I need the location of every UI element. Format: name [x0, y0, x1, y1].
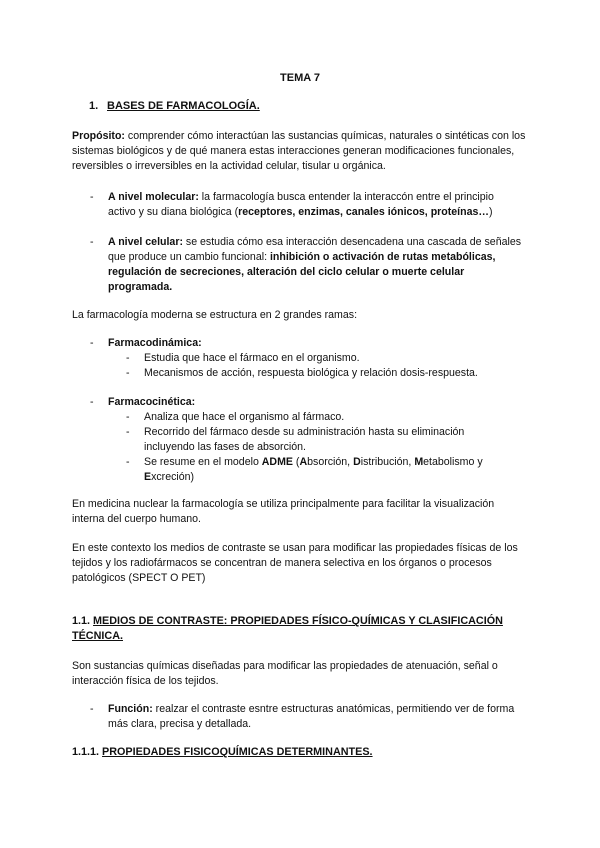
page-title: TEMA 7: [280, 72, 320, 84]
section-1-1-heading: [72, 614, 522, 644]
molecular-level-item: [108, 190, 523, 220]
section-1-1-number: 1.1.: [72, 615, 91, 627]
function-item: [108, 702, 523, 732]
function-label: Función:: [108, 703, 153, 715]
nuclear-medicine-paragraph: En medicina nuclear la farmacología se utiliza principalmente para facilitar la visualización interna del cuerpo humano.: [72, 498, 495, 525]
bullet-dash: -: [90, 396, 94, 408]
purpose-text: comprender cómo interactúan las sustancias químicas, naturales o sintéticas con los sistemas biológicos y de qué manera estas interacciones generan modificaciones funcionales, reversibles o irreversibles en la actividad celular, tisular u orgánica.: [72, 130, 526, 172]
substances-paragraph: Son sustancias químicas diseñadas para modificar las propiedades de atenuación, señal o interacción física de los tejidos.: [72, 660, 498, 687]
adme-m-rest: etabolismo y: [423, 456, 483, 468]
section-1-1-1-title: PROPIEDADES FISICOQUÍMICAS DETERMINANTES.: [102, 746, 373, 758]
function-text: realzar el contraste esntre estructuras anatómicas, permitiendo ver de forma más clara, precisa y detallada.: [108, 703, 515, 730]
bullet-dash: -: [90, 703, 94, 715]
adme-model-point: [144, 455, 514, 485]
adme-d-rest: istribución,: [360, 456, 415, 468]
sub-bullet-dash: -: [126, 352, 130, 364]
pharmacokinetics-point: Recorrido del fármaco desde su administración hasta su eliminación incluyendo las fases de absorción.: [144, 426, 465, 453]
adme-open: (: [292, 456, 300, 468]
bullet-dash: -: [90, 337, 94, 349]
purpose-label: Propósito:: [72, 130, 125, 142]
cellular-label: A nivel celular:: [108, 236, 183, 248]
section-1-number: 1.: [89, 100, 99, 112]
molecular-text: la farmacología busca entender la interaccón entre el principio activo y su diana biológica (: [108, 191, 494, 218]
adme-a-rest: bsorción,: [307, 456, 354, 468]
adme-e: E: [144, 471, 152, 483]
adme-a: A: [299, 456, 308, 468]
cellular-effects: inhibición o activación de rutas metabólicas, regulación de secreciones, alteración del ciclo celular o muerte celular programada.: [108, 251, 496, 293]
adme-pre: Se resume en el modelo: [144, 456, 262, 468]
bullet-dash: -: [90, 236, 94, 248]
section-1-title: BASES DE FARMACOLOGÍA.: [107, 100, 260, 112]
adme-acronym: ADME: [261, 456, 293, 468]
cellular-text: se estudia cómo esa interacción desencadena una cascada de señales que produce un cambio funcional:: [108, 236, 522, 263]
sub-bullet-dash: -: [126, 456, 130, 468]
sub-bullet-dash: -: [126, 411, 130, 423]
molecular-end: ): [488, 206, 493, 218]
cellular-level-item: [108, 235, 523, 295]
section-1-1-1-heading: [72, 745, 522, 760]
adme-m: M: [414, 456, 424, 468]
pharmacokinetics-label: Farmacocinética:: [108, 396, 196, 408]
pharmacodynamics-label: Farmacodinámica:: [108, 337, 202, 349]
adme-d: D: [353, 456, 361, 468]
pharmacokinetics-point: Analiza que hace el organismo al fármaco.: [144, 411, 345, 423]
molecular-targets: receptores, enzimas, canales iónicos, proteínas…: [238, 206, 489, 218]
sub-bullet-dash: -: [126, 426, 130, 438]
branches-intro: La farmacología moderna se estructura en 2 grandes ramas:: [72, 309, 358, 321]
sub-bullet-dash: -: [126, 367, 130, 379]
adme-e-rest: xcreción): [151, 471, 195, 483]
molecular-label: A nivel molecular:: [108, 191, 199, 203]
section-1-heading: [89, 99, 260, 114]
purpose-paragraph: [72, 129, 527, 174]
contrast-paragraph: En este contexto los medios de contraste se usan para modificar las propiedades físicas de los tejidos y los radiofármacos se concentran de manera selectiva en los órganos o procesos patológicos (SPECT O PET): [72, 542, 518, 584]
bullet-dash: -: [90, 191, 94, 203]
section-1-1-1-number: 1.1.1.: [72, 746, 100, 758]
pharmacodynamics-point: Estudia que hace el fármaco en el organismo.: [144, 352, 360, 364]
section-1-1-title: MEDIOS DE CONTRASTE: PROPIEDADES FÍSICO-QUÍMICAS Y CLASIFICACIÓN TÉCNICA.: [72, 615, 503, 642]
pharmacodynamics-point: Mecanismos de acción, respuesta biológica y relación dosis-respuesta.: [144, 367, 478, 379]
